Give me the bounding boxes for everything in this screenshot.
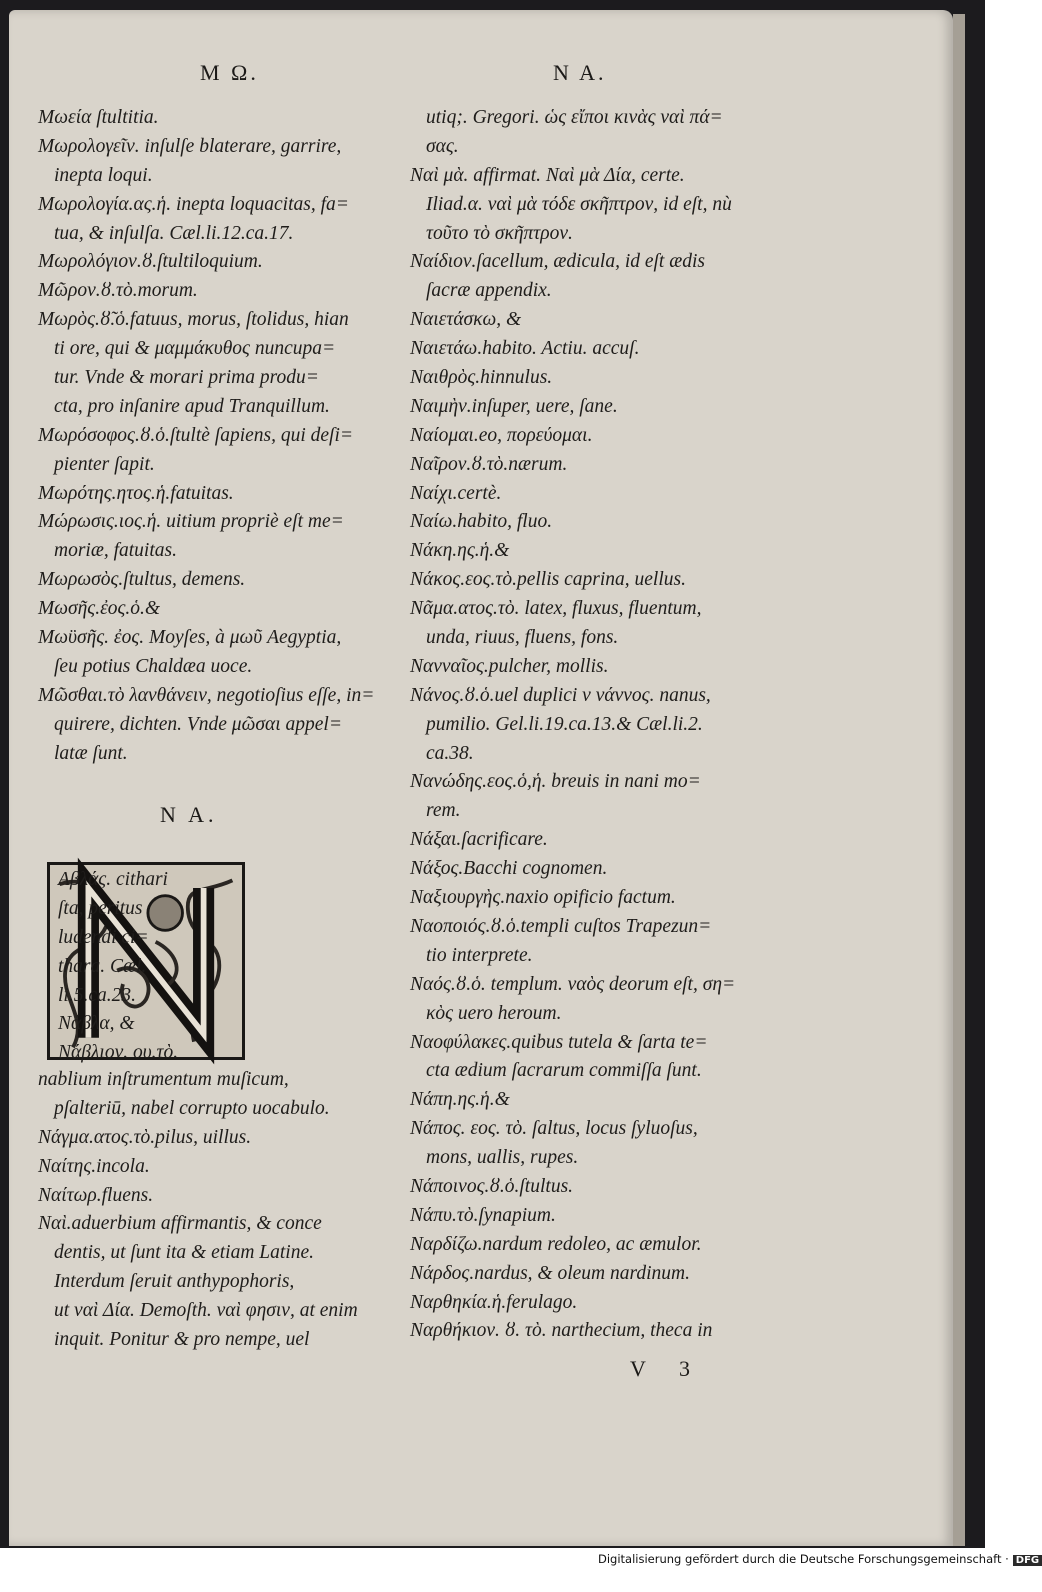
entry-line: Ναὶ.aduerbium affirmantis, & conce (38, 1213, 322, 1235)
entry-line: Μωρολογεῖν. inſulſe blaterare, garrire, (38, 135, 342, 157)
entry-line: pumilio. Gel.li.19.ca.13.& Cæl.li.2. (426, 713, 703, 735)
entry-line: Μωρολογία.ας.ἡ. inepta loquacitas, fa= (38, 193, 349, 215)
entry-line: Ναίτωρ.fluens. (38, 1184, 154, 1206)
entry-line: li.5.ca.23. (58, 984, 136, 1006)
left-wrap-column (58, 866, 248, 1068)
entry-line: Ναιμὴν.inſuper, uere, ſane. (410, 395, 618, 417)
entry-line: utiq;. Gregori. ὡς εἴποι κινὰς ναὶ πά= (426, 107, 723, 128)
entry-line: Νάκος.εος.τὸ.pellis caprina, uellus. (410, 569, 686, 591)
entry-line: Νάνος.ȣ.ὁ.uel duplici ν νάννος. nanus, (410, 684, 711, 706)
entry-line: latæ ſunt. (54, 742, 128, 764)
entry-line: Νάξος.Bacchi cognomen. (410, 858, 608, 880)
entry-line: Νᾶμα.ατος.τὸ. latex, fluxus, fluentum, (410, 598, 702, 620)
entry-line: ti ore, qui & μαμμάκυθος nuncupa= (54, 338, 336, 360)
entry-line: Νάποινος.ȣ.ὁ.ſtultus. (410, 1175, 574, 1197)
entry-line: Μωρολόγιον.ȣ.ſtultiloquium. (38, 251, 263, 273)
entry-line: tua, & inſulſa. Cæl.li.12.ca.17. (54, 222, 294, 244)
entry-line: Μῶρον.ȣ.τὸ.morum. (38, 280, 198, 302)
entry-line: Ναίω.habito, fluo. (410, 511, 553, 533)
entry-line: Νανώδης.εος.ὁ,ἡ. breuis in nani mo= (410, 771, 701, 793)
entry-line: Μῶσθαι.τὸ λανθάνειν, negotioſius eſſe, in= (38, 684, 375, 706)
entry-line: ſacræ appendix. (426, 280, 552, 302)
entry-line: ca.38. (426, 742, 474, 764)
entry-line: Νάρδος.nardus, & oleum nardinum. (410, 1262, 690, 1284)
entry-line: ſta, peritus (58, 897, 143, 919)
footer-credit (598, 1552, 1040, 1572)
entry-line: Ναίτης.incola. (38, 1155, 150, 1177)
entry-line: inquit. Ponitur & pro nempe, uel (54, 1329, 310, 1351)
entry-line: Ναρθηκία.ἡ.ferulago. (410, 1291, 578, 1313)
entry-line: Ναοφύλακες.quibus tutela & ſarta te= (410, 1031, 708, 1053)
entry-line: Ναιετάω.habito. Actiu. accuſ. (410, 338, 640, 360)
entry-line: Ναὶ μὰ. affirmat. Ναὶ μὰ Δία, certe. (410, 164, 685, 186)
entry-line: Νάπος. εος. τὸ. ſaltus, locus ſyluoſus, (410, 1118, 698, 1140)
entry-line: rem. (426, 800, 461, 822)
entry-line: Νάκη.ης.ἡ.& (410, 540, 510, 562)
entry-line: Ναός.ȣ.ὁ. templum. ναὸς deorum eſt, ση= (410, 973, 736, 995)
entry-line: dentis, ut ſunt ita & etiam Latine. (54, 1242, 314, 1264)
header-right: N A. (553, 60, 607, 85)
entry-line: Ναρδίζω.nardum redoleo, ac æmulor. (410, 1233, 702, 1255)
entry-line: Μωσῆς.ἐος.ὁ.& (38, 598, 161, 620)
entry-line: tio interprete. (426, 944, 533, 966)
entry-line: Iliad.α. ναὶ μὰ τόδε σκῆπτρον, id eſt, nù (426, 193, 732, 215)
entry-line: σας. (426, 135, 459, 157)
left-column-continued (38, 1066, 378, 1355)
entry-line: unda, riuus, fluens, fons. (426, 627, 619, 649)
entry-line: τοῦτο τὸ σκῆπτρον. (426, 222, 573, 244)
entry-line: quirere, dichten. Vnde μῶσαι appel= (54, 713, 342, 735)
entry-line: Νάγμα.ατος.τὸ.pilus, uillus. (38, 1126, 252, 1148)
entry-line: Νάβλα, & (58, 1013, 135, 1035)
entry-line: Μωρωσὸς.ſtultus, demens. (38, 569, 246, 591)
entry-line: Ναοποιός.ȣ.ὁ.templi cuſtos Trapezun= (410, 915, 712, 937)
entry-line: Μωεία ſtultitia. (38, 107, 159, 128)
entry-line: Μωρὸς.ȣ̃.ὁ.fatuus, morus, ſtolidus, hian (38, 309, 349, 331)
entry-line: κὸς uero heroum. (426, 1002, 562, 1024)
entry-line: Ναρθήκιον. ȣ. τὸ. narthecium, theca in (410, 1320, 713, 1342)
entry-line: nablium inſtrumentum muſicum, (38, 1069, 289, 1090)
entry-line: Μωϋσῆς. ἐος. Moyſes, à μωῦ Aegyptia, (38, 627, 342, 649)
entry-line: ludendi ci= (58, 926, 149, 948)
footer-text: Digitalisierung gefördert durch die Deutsche Forschungsgemeinschaft · (598, 1552, 1009, 1566)
entry-line: pſalteriū, nabel corrupto uocabulo. (54, 1097, 330, 1119)
entry-line: Ναιετάσκω, & (410, 309, 522, 331)
entry-line: thara. Cæl. (58, 955, 147, 977)
entry-line: Ναιθρὸς.hinnulus. (410, 367, 553, 389)
entry-line: cta ædium ſacrarum commiſſa ſunt. (426, 1060, 702, 1082)
entry-line: ut ναὶ Δία. Demoſth. ναὶ φησιν, at enim (54, 1300, 358, 1322)
entry-line: Μωρότης.ητος.ἡ.fatuitas. (38, 482, 234, 504)
entry-line: Μώρωσις.ιος.ἡ. uitium propriè eſt me= (38, 511, 344, 533)
entry-line: inepta loqui. (54, 164, 153, 186)
entry-line: ſeu potius Chaldæa uoce. (54, 655, 253, 677)
page-signature: V 3 (630, 1356, 704, 1381)
entry-line: Ναίχι.certè. (410, 482, 502, 504)
entry-line: tur. Vnde & morari prima produ= (54, 367, 319, 389)
entry-line: Ναῖρον.ȣ.τὸ.nærum. (410, 453, 568, 475)
entry-line: Μωρόσοφος.ȣ.ὁ.ſtultè ſapiens, qui deſi= (38, 424, 354, 446)
entry-line: Ναίδιον.ſacellum, ædicula, id eſt ædis (410, 251, 705, 273)
entry-line: Νάπη.ης.ἡ.& (410, 1089, 510, 1111)
section-heading: N A. (160, 802, 218, 827)
entry-line: Νάπυ.τὸ.ſynapium. (410, 1204, 556, 1226)
entry-line: Ναίομαι.eo, πορεύομαι. (410, 424, 593, 446)
left-column (38, 104, 378, 768)
entry-line: Νάξαι.ſacrificare. (410, 829, 548, 851)
dfg-logo-icon: DFG (1013, 1555, 1042, 1566)
entry-line: cta, pro inſanire apud Tranquillum. (54, 395, 330, 417)
header-left: M Ω. (200, 60, 259, 85)
entry-line: moriæ, fatuitas. (54, 540, 177, 562)
entry-line: Νανναῖος.pulcher, mollis. (410, 655, 609, 677)
entry-line: mons, uallis, rupes. (426, 1147, 579, 1169)
page-edge (953, 14, 965, 1546)
entry-line: Ναξιουργὴς.naxio opificio factum. (410, 887, 676, 909)
entry-line: Αβλάς. cithari (58, 869, 168, 890)
entry-line: pienter ſapit. (54, 453, 155, 475)
entry-line: Interdum ſeruit anthypophoris, (54, 1271, 295, 1293)
right-column (410, 104, 770, 1346)
entry-line: Νάβλιον. ου.τὸ. (58, 1042, 179, 1064)
